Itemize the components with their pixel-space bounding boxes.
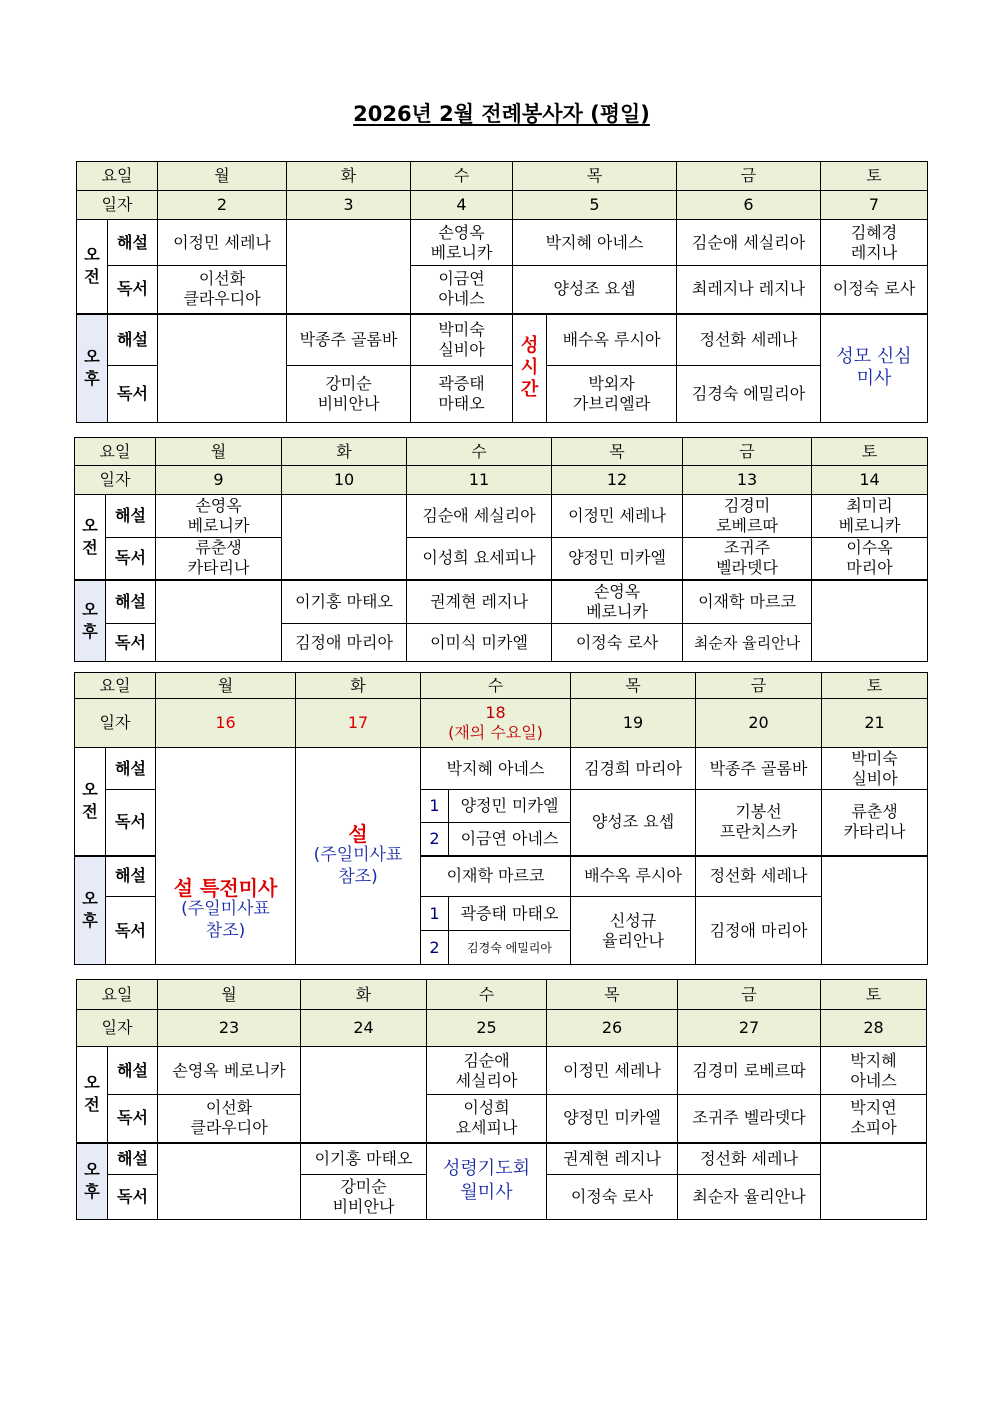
date-cell: 2 [158,191,287,220]
assignment-cell: 정선화 세레나 [678,1143,821,1175]
assignment-cell: 정선화 세레나 [696,856,822,897]
seol-note: (주일미사표 참조) [181,898,270,941]
assignment-cell: 이선화 클라우디아 [158,1095,301,1143]
rotation-number: 2 [421,823,449,856]
assignment-cell: 박미숙 실비아 [411,314,513,366]
assignment-cell: 이정민 세레나 [158,220,287,266]
assignment-cell: 최순자 율리안나 [678,1175,821,1220]
date-cell: 12 [552,466,683,495]
date-label: 일자 [77,191,158,220]
assignment-cell: 이기홍 마태오 [282,580,407,624]
date-cell: 11 [407,466,552,495]
assignment-cell: 양정민 미카엘 [449,790,571,823]
assignment-cell: 권계현 레지나 [407,580,552,624]
assignment-cell: 박종주 골롬바 [287,314,411,366]
date-cell: 21 [822,699,928,748]
day-wed: 수 [427,980,547,1010]
date-cell: 20 [696,699,822,748]
assignment-cell: 김순애 세실리아 [677,220,821,266]
commentary-label: 해설 [106,748,156,790]
am-label: 오전 [77,220,108,314]
assignment-cell: 이성희 요세피나 [407,538,552,580]
date-cell: 5 [513,191,677,220]
pm-label: 오후 [75,580,106,662]
assignment-cell: 김혜경 레지나 [821,220,928,266]
assignment-cell: 이정민 세레나 [547,1047,678,1095]
assignment-cell: 양정민 미카엘 [547,1095,678,1143]
assignment-cell: 박지연 소피아 [821,1095,927,1143]
assignment-cell [821,1143,927,1220]
assignment-cell [812,580,928,662]
assignment-cell: 김경미 로베르따 [678,1047,821,1095]
day-mon: 월 [156,673,296,699]
reader-label: 독서 [108,366,158,423]
assignment-cell: 손영옥 베로니카 [552,580,683,624]
assignment-cell: 이기홍 마태오 [301,1143,427,1175]
assignment-cell: 이정숙 로사 [821,266,928,314]
rotation-number: 1 [421,790,449,823]
assignment-cell: 김경숙 에밀리아 [677,366,821,423]
commentary-label: 해설 [106,495,156,538]
assignment-cell: 손영옥 베로니카 [411,220,513,266]
assignment-cell: 신성규 율리안나 [571,897,696,965]
assignment-cell: 최순자 율리안나 [683,624,812,662]
date-cell: 23 [158,1010,301,1047]
weekday-label: 요일 [75,673,156,699]
commentary-label: 해설 [108,314,158,366]
assignment-cell: 기봉선 프란치스카 [696,790,822,856]
assignment-cell: 배수옥 루시아 [547,314,677,366]
day-thu: 목 [513,162,677,191]
date-cell: 14 [812,466,928,495]
weekday-label: 요일 [75,438,156,466]
day-wed: 수 [421,673,571,699]
assignment-cell: 양성조 요셉 [571,790,696,856]
commentary-label: 해설 [106,580,156,624]
pm-label: 오후 [75,856,106,965]
date-cell: 4 [411,191,513,220]
schedule-week-1 [76,161,928,423]
assignment-cell [822,856,928,965]
assignment-cell: 조귀주 벨라뎃다 [678,1095,821,1143]
assignment-cell: 손영옥 베로니카 [156,495,282,538]
day-mon: 월 [156,438,282,466]
day-mon: 월 [158,162,287,191]
seol-empty-cell [156,748,296,856]
assignment-cell: 양정민 미카엘 [552,538,683,580]
commentary-label: 해설 [108,220,158,266]
reader-label: 독서 [106,624,156,662]
assignment-cell: 박종주 골롬바 [696,748,822,790]
assignment-cell: 이정숙 로사 [547,1175,678,1220]
assignment-cell: 이선화 클라우디아 [158,266,287,314]
ash-wednesday-date: 18 (재의 수요일) [421,699,571,748]
page-title: 2026년 2월 전례봉사자 (평일) [353,102,650,126]
day-fri: 금 [683,438,812,466]
reader-label: 독서 [108,1175,158,1220]
assignment-cell [158,1143,301,1220]
assignment-cell [156,580,282,662]
date-cell: 6 [677,191,821,220]
assignment-cell: 김순애 세실리아 [407,495,552,538]
date-cell: 26 [547,1010,678,1047]
commentary-label: 해설 [106,856,156,897]
schedule-week-2 [74,437,928,662]
assignment-cell: 이정숙 로사 [552,624,683,662]
weekday-label: 요일 [77,162,158,191]
day-thu: 목 [547,980,678,1010]
date-cell: 3 [287,191,411,220]
assignment-cell: 이재학 마르코 [683,580,812,624]
assignment-cell: 김경미 로베르따 [683,495,812,538]
assignment-cell: 강미순 비비안나 [287,366,411,423]
date-cell: 28 [821,1010,927,1047]
date-cell: 24 [301,1010,427,1047]
assignment-cell: 강미순 비비안나 [301,1175,427,1220]
day-sat: 토 [822,673,928,699]
assignment-cell: 배수옥 루시아 [571,856,696,897]
day-wed: 수 [407,438,552,466]
day-sat: 토 [821,980,927,1010]
day-sat: 토 [821,162,928,191]
pm-label: 오후 [77,1143,108,1220]
assignment-cell: 김경숙 에밀리아 [449,931,571,965]
assignment-cell [287,220,411,314]
day-thu: 목 [552,438,683,466]
assignment-cell: 이성희 요세피나 [427,1095,547,1143]
day-tue: 화 [296,673,421,699]
date-cell: 16 [156,699,296,748]
date-cell: 19 [571,699,696,748]
seol-note: (주일미사표 참조) [313,845,403,887]
day-wed: 수 [411,162,513,191]
assignment-cell: 정선화 세레나 [677,314,821,366]
date-cell: 25 [427,1010,547,1047]
day-fri: 금 [678,980,821,1010]
assignment-cell: 조귀주 벨라뎃다 [683,538,812,580]
reader-label: 독서 [106,897,156,965]
assignment-cell [158,314,287,423]
weekday-label: 요일 [77,980,158,1010]
assignment-cell: 곽증태 마태오 [411,366,513,423]
assignment-cell [282,495,407,580]
assignment-cell: 양성조 요셉 [513,266,677,314]
assignment-cell: 손영옥 베로니카 [158,1047,301,1095]
am-label: 오전 [75,495,106,580]
commentary-label: 해설 [108,1143,158,1175]
assignment-cell: 최레지나 레지나 [677,266,821,314]
assignment-cell: 이정민 세레나 [552,495,683,538]
am-label: 오전 [77,1047,108,1143]
assignment-cell: 박미숙 실비아 [822,748,928,790]
day-tue: 화 [287,162,411,191]
assignment-cell: 곽증태 마태오 [449,897,571,931]
assignment-cell: 김정애 마리아 [696,897,822,965]
day-fri: 금 [677,162,821,191]
seol-mon-cell [156,856,296,965]
commentary-label: 해설 [108,1047,158,1095]
schedule-week-3 [74,672,928,965]
assignment-cell: 박지혜 아네스 [821,1047,927,1095]
day-tue: 화 [301,980,427,1010]
pm-label: 오후 [77,314,108,423]
day-sat: 토 [812,438,928,466]
assignment-cell: 이미식 미카엘 [407,624,552,662]
reader-label: 독서 [106,538,156,580]
day-fri: 금 [696,673,822,699]
date-cell: 9 [156,466,282,495]
seol-special-mass: 설 특전미사 [173,875,278,900]
assignment-cell: 박지혜 아네스 [513,220,677,266]
seol-label: 설 [348,822,368,846]
assignment-cell: 박지혜 아네스 [421,748,571,790]
assignment-cell: 김정애 마리아 [282,624,407,662]
holy-hour-cell: 성시간 [513,314,547,423]
reader-label: 독서 [106,790,156,856]
day-mon: 월 [158,980,301,1010]
rotation-number: 1 [421,897,449,931]
assignment-cell: 최미리 베로니카 [812,495,928,538]
date-label: 일자 [77,1010,158,1047]
rotation-number: 2 [421,931,449,965]
assignment-cell [301,1047,427,1143]
am-label: 오전 [75,748,106,856]
date-cell: 10 [282,466,407,495]
assignment-cell: 이금연 아네스 [449,823,571,856]
date-cell: 27 [678,1010,821,1047]
assignment-cell: 박외자 가브리엘라 [547,366,677,423]
assignment-cell: 이재학 마르코 [421,856,571,897]
date-label: 일자 [75,466,156,495]
assignment-cell: 류춘생 카타리나 [822,790,928,856]
date-cell: 7 [821,191,928,220]
date-cell: 13 [683,466,812,495]
marian-mass-cell: 성모 신심 미사 [821,314,928,423]
reader-label: 독서 [108,266,158,314]
day-thu: 목 [571,673,696,699]
date-cell: 17 [296,699,421,748]
reader-label: 독서 [108,1095,158,1143]
assignment-cell: 이금연 아네스 [411,266,513,314]
day-tue: 화 [282,438,407,466]
schedule-week-4 [76,979,927,1220]
assignment-cell: 김경희 마리아 [571,748,696,790]
prayer-meeting-mass-cell: 성령기도회 월미사 [427,1143,547,1220]
assignment-cell: 김순애 세실리아 [427,1047,547,1095]
assignment-cell: 권계현 레지나 [547,1143,678,1175]
assignment-cell: 이수옥 마리아 [812,538,928,580]
seol-tue-cell [296,748,421,965]
assignment-cell: 류춘생 카타리나 [156,538,282,580]
date-label: 일자 [75,699,156,748]
